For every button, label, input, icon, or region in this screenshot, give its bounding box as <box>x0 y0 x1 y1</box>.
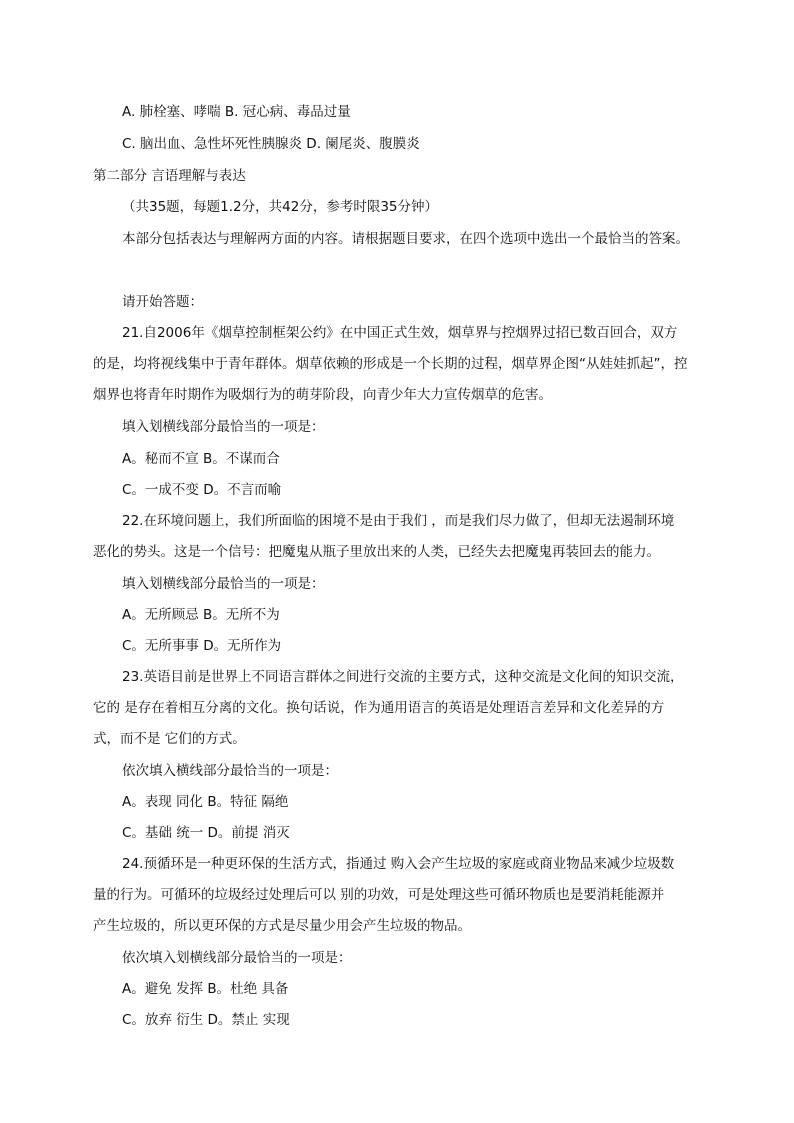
question-23-options-ab: A。表现 同化 B。特征 隔绝 <box>122 794 289 810</box>
question-22-options-cd: C。无所事事 D。无所作为 <box>122 638 282 654</box>
question-21-line-1: 21.自2006年《烟草控制框架公约》在中国正式生效，烟草界与控烟界过招已数百回合，双方 <box>122 325 678 341</box>
question-23-options-cd: C。基础 统一 D。前提 消灭 <box>122 825 290 841</box>
question-24-prompt: 依次填入划横线部分最恰当的一项是： <box>122 950 352 966</box>
question-21-options-cd: C。一成不变 D。不言而喻 <box>122 482 282 498</box>
question-21-line-2: 的是，均将视线集中于青年群体。烟草依赖的形成是一个长期的过程，烟草界企图“从娃娃抓起”，控 <box>93 356 688 372</box>
question-22-prompt: 填入划横线部分最恰当的一项是： <box>122 576 325 592</box>
question-23-line-3: 式，而不是 它们的方式。 <box>93 731 246 747</box>
question-23-line-1: 23.英语目前是世界上不同语言群体之间进行交流的主要方式，这种交流是文化间的知识交流， <box>122 669 684 685</box>
start-prompt: 请开始答题： <box>122 294 203 310</box>
question-21-line-3: 烟界也将青年时期作为吸烟行为的萌芽阶段，向青少年大力宣传烟草的危害。 <box>93 387 552 403</box>
section-intro: 本部分包括表达与理解两方面的内容。请根据题目要求，在四个选项中选出一个最恰当的答案。 <box>122 231 689 247</box>
question-21-options-ab: A。秘而不宣 B。不谋而合 <box>122 451 280 467</box>
question-24-line-2: 量的行为。可循环的垃圾经过处理后可以 别的功效，可是处理这些可循环物质也是要消耗能源并 <box>93 887 665 903</box>
question-24-line-3: 产生垃圾的，所以更环保的方式是尽量少用会产生垃圾的物品。 <box>93 918 471 934</box>
question-24-options-ab: A。避免 发挥 B。杜绝 具备 <box>122 981 289 997</box>
question-24-line-1: 24.预循环是一种更环保的生活方式，指通过 购入会产生垃圾的家庭或商业物品来减少垃圾数 <box>122 856 675 872</box>
question-23-prompt: 依次填入横线部分最恰当的一项是： <box>122 763 338 779</box>
question-23-line-2: 它的 是存在着相互分离的文化。换句话说，作为通用语言的英语是处理语言差异和文化差异的方 <box>93 700 665 716</box>
prev-option-row-cd: C. 脑出血、急性坏死性胰腺炎 D. 阑尾炎、腹膜炎 <box>122 136 420 152</box>
section-title: 第二部分 言语理解与表达 <box>93 168 246 184</box>
question-22-line-2: 恶化的势头。这是一个信号：把魔鬼从瓶子里放出来的人类，已经失去把魔鬼再装回去的能力。 <box>93 544 660 560</box>
question-24-options-cd: C。放弃 衍生 D。禁止 实现 <box>122 1012 290 1028</box>
question-22-options-ab: A。无所顾忌 B。无所不为 <box>122 607 280 623</box>
question-21-prompt: 填入划横线部分最恰当的一项是： <box>122 419 325 435</box>
question-22-line-1: 22.在环境问题上，我们所面临的困境不是由于我们 ，而是我们尽力做了，但却无法遏制环境 <box>122 513 675 529</box>
prev-option-row-ab: A. 肺栓塞、哮喘 B. 冠心病、毒品过量 <box>122 104 351 120</box>
section-info: （共35题，每题1.2分，共42分，参考时限35分钟） <box>122 199 439 215</box>
